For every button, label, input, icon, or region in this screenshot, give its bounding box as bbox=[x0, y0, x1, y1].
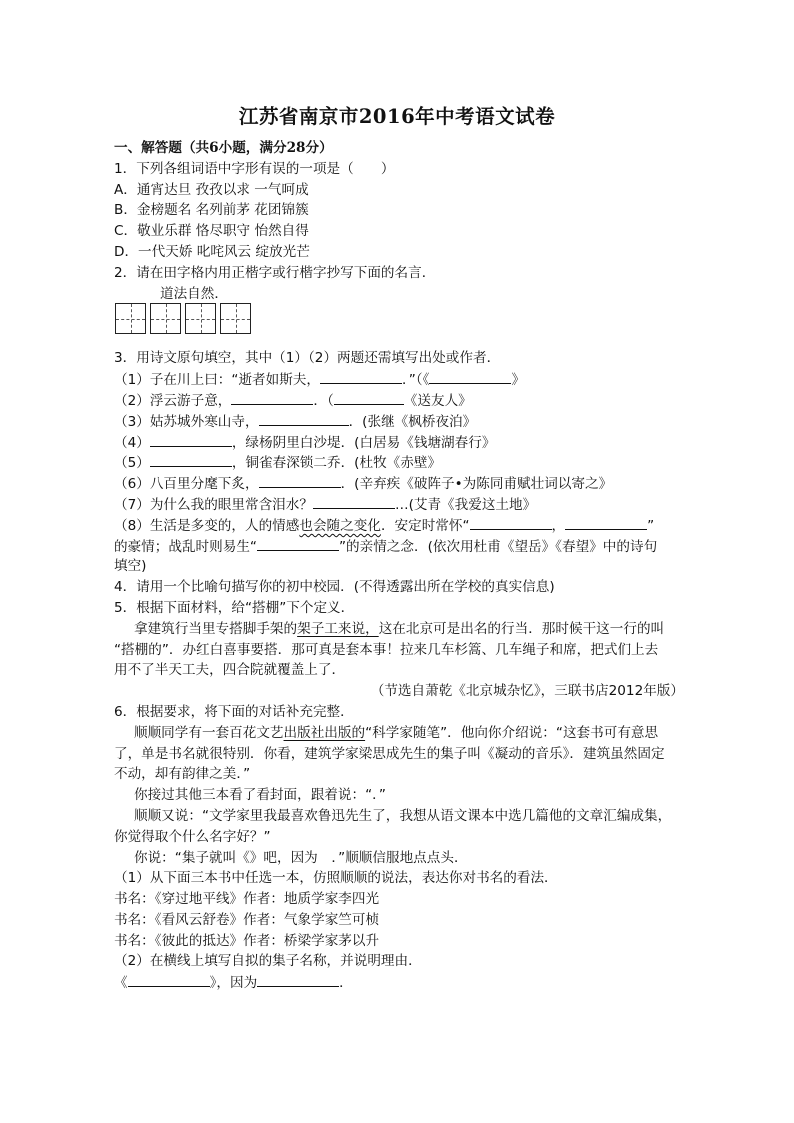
q5-p1-underlined: 架子工来说， bbox=[297, 620, 379, 637]
q6-fill-line bbox=[114, 972, 684, 993]
q6-reason-blank[interactable] bbox=[257, 972, 339, 987]
q5-para-line1 bbox=[114, 619, 684, 640]
q1-option-a[interactable]: A．通宵达旦 孜孜以求 一气呵成 bbox=[114, 181, 309, 198]
q3-item-8-line2 bbox=[114, 536, 684, 557]
q3-1-blank-1[interactable] bbox=[320, 369, 402, 384]
q3-8-text-f: ”的亲情之念．(依次用杜甫《望岳》《春望》中的诗句 bbox=[338, 538, 658, 555]
q3-4-text-b: ，绿杨阴里白沙堤．(白居易《钱塘湖春行》 bbox=[231, 434, 496, 451]
q6-book-1: 书名：《穿过地平线》作者：地质学家李四光 bbox=[114, 891, 380, 908]
q5-p1-text-a: 拿建筑行当里专搭脚手架的 bbox=[134, 620, 298, 637]
q2-stem: 2．请在田字格内用正楷字或行楷字抄写下面的名言． bbox=[114, 264, 436, 281]
q3-3-text-a: （3）姑苏城外寒山寺， bbox=[114, 413, 259, 430]
q3-item-7 bbox=[114, 494, 684, 515]
q3-8-blank-2[interactable] bbox=[565, 515, 647, 530]
tian-grid-cell[interactable] bbox=[220, 303, 251, 334]
q6-para-line6: 你觉得取个什么名字好？” bbox=[114, 828, 271, 845]
q3-8-text-b: ．安定时常怀“ bbox=[380, 517, 470, 534]
q3-item-2 bbox=[114, 390, 684, 411]
q6-book-3: 书名：《彼此的抵达》作者：桥梁学家茅以升 bbox=[114, 932, 380, 949]
q3-8-blank-3[interactable] bbox=[257, 536, 339, 551]
q6-book-2: 书名：《看风云舒卷》作者：气象学家竺可桢 bbox=[114, 911, 380, 928]
q3-3-text-b: ．(张继《枫桥夜泊》 bbox=[348, 413, 477, 430]
tian-grid bbox=[115, 303, 255, 334]
q3-5-text-b: ，铜雀春深锁二乔．(杜牧《赤壁》 bbox=[231, 455, 442, 472]
q3-2-blank-2[interactable] bbox=[334, 390, 404, 405]
q6-sub-1: （1）从下面三本书中任选一本，仿照顺顺的说法，表达你对书名的看法． bbox=[114, 870, 558, 887]
exam-content bbox=[114, 138, 684, 993]
q3-stem: 3．用诗文原句填空，其中（1）（2）两题还需填写出处或作者． bbox=[114, 350, 501, 367]
q6-para-line3: 不动，却有韵律之美．” bbox=[114, 766, 251, 783]
q6-sub-2: （2）在横线上填写自拟的集子名称，并说明理由． bbox=[114, 953, 422, 970]
q6-para-line4: 你接过其他三本看了看封面，跟着说：“．” bbox=[134, 787, 386, 804]
tian-grid-cell[interactable] bbox=[150, 303, 181, 334]
q5-stem: 5．根据下面材料，给“搭棚”下个定义． bbox=[114, 599, 355, 616]
q3-5-blank[interactable] bbox=[150, 452, 232, 467]
q6-fill-open: 《 bbox=[114, 975, 128, 992]
tian-grid-cell[interactable] bbox=[115, 303, 146, 334]
q3-8-wavy-text: 也会随之变化 bbox=[299, 517, 381, 534]
q3-2-text-b: ．（ bbox=[313, 392, 334, 409]
tian-grid-cell[interactable] bbox=[185, 303, 216, 334]
q3-6-text-b: ．(辛弃疾《破阵子•为陈同甫赋壮词以寄之》 bbox=[340, 476, 613, 493]
q3-2-text-a: （2）浮云游子意， bbox=[114, 392, 232, 409]
q6-p1-underlined: 出版社出版的 bbox=[283, 724, 366, 741]
q3-item-8-line3: 填空) bbox=[114, 558, 147, 575]
q6-p1-text-a: 顺顺同学有一套百花文艺 bbox=[134, 724, 284, 741]
q1-option-c[interactable]: C．敬业乐群 恪尽职守 怡然自得 bbox=[114, 223, 309, 240]
q3-1-text-c: 》 bbox=[511, 372, 526, 389]
q3-4-blank[interactable] bbox=[150, 432, 232, 447]
q6-fill-mid: 》，因为 bbox=[209, 975, 258, 992]
q6-para-line7: 你说：“集子就叫《》吧，因为 ．”顺顺信服地点点头． bbox=[134, 849, 468, 866]
q3-7-text-a: （7）为什么我的眼里常含泪水？ bbox=[114, 496, 313, 513]
q3-7-blank[interactable] bbox=[313, 494, 395, 509]
q3-7-text-b: …(艾青《我爱这土地》 bbox=[394, 496, 537, 513]
q3-1-blank-2[interactable] bbox=[429, 369, 511, 384]
q6-para-line1 bbox=[114, 723, 684, 744]
q1-option-d[interactable]: D．一代天娇 叱咤风云 绽放光芒 bbox=[114, 243, 310, 260]
q3-8-text-c: ， bbox=[551, 517, 566, 534]
q3-8-text-d: ” bbox=[647, 517, 655, 534]
q6-para-line5: 顺顺又说：“文学家里我最喜欢鲁迅先生了，我想从语文课本中选几篇他的文章汇编成集， bbox=[134, 807, 672, 824]
q6-p1-text-b: “科学家随笔”．他向你介绍说：“这套书可有意思 bbox=[365, 724, 659, 741]
q3-2-blank-1[interactable] bbox=[231, 390, 313, 405]
q3-4-text-a: （4） bbox=[114, 434, 150, 451]
q5-source: （节选自萧乾《北京城杂忆》，三联书店2012年版） bbox=[370, 683, 684, 700]
q6-fill-end: ． bbox=[339, 975, 353, 992]
q5-para-line3: 用不了半天工夫，四合院就覆盖上了． bbox=[114, 662, 346, 679]
q3-item-5 bbox=[114, 452, 684, 473]
q1-option-b[interactable]: B．金榜题名 名列前茅 花团锦簇 bbox=[114, 202, 309, 219]
q3-8-text-a: （8）生活是多变的，人的情感 bbox=[114, 517, 300, 534]
q5-para-line2: “搭棚的”．办红白喜事要搭．那可真是套本事！拉来几车杉篙、几车绳子和席，把式们上去 bbox=[114, 641, 659, 658]
q4-stem: 4．请用一个比喻句描写你的初中校园．(不得透露出所在学校的真实信息) bbox=[114, 579, 555, 596]
q6-stem: 6．根据要求，将下面的对话补充完整． bbox=[114, 703, 354, 720]
q5-p1-text-b: 这在北京可是出名的行当．那时候干这一行的叫 bbox=[378, 620, 665, 637]
q2-quote: 道法自然． bbox=[160, 285, 228, 302]
q3-2-text-c: 《送友人》 bbox=[403, 392, 472, 409]
section-heading: 一、解答题（共6小题，满分28分） bbox=[114, 140, 333, 156]
q3-item-1 bbox=[114, 369, 684, 390]
q3-item-6 bbox=[114, 473, 684, 494]
q6-collection-name-blank[interactable] bbox=[128, 972, 210, 987]
q3-item-4 bbox=[114, 432, 684, 453]
q1-stem: 1．下列各组词语中字形有误的一项是（ ） bbox=[114, 160, 395, 177]
q3-6-text-a: （6）八百里分麾下炙， bbox=[114, 476, 259, 493]
q6-para-line2: 了，单是书名就很特别．你看，建筑学家梁思成先生的集子叫《凝动的音乐》．建筑虽然固定 bbox=[114, 745, 665, 762]
page-title: 江苏省南京市2016年中考语文试卷 bbox=[238, 105, 556, 128]
q3-1-text-b: ．”（《 bbox=[402, 372, 430, 389]
q3-1-text-a: （1）子在川上曰：“逝者如斯夫， bbox=[114, 372, 321, 389]
q3-3-blank[interactable] bbox=[259, 411, 349, 426]
q3-5-text-a: （5） bbox=[114, 455, 150, 472]
q3-item-8-line1 bbox=[114, 515, 684, 536]
q3-8-text-e: 的豪情；战乱时则易生“ bbox=[114, 538, 257, 555]
q3-6-blank[interactable] bbox=[259, 473, 341, 488]
q3-8-blank-1[interactable] bbox=[470, 515, 552, 530]
q3-item-3 bbox=[114, 411, 684, 432]
